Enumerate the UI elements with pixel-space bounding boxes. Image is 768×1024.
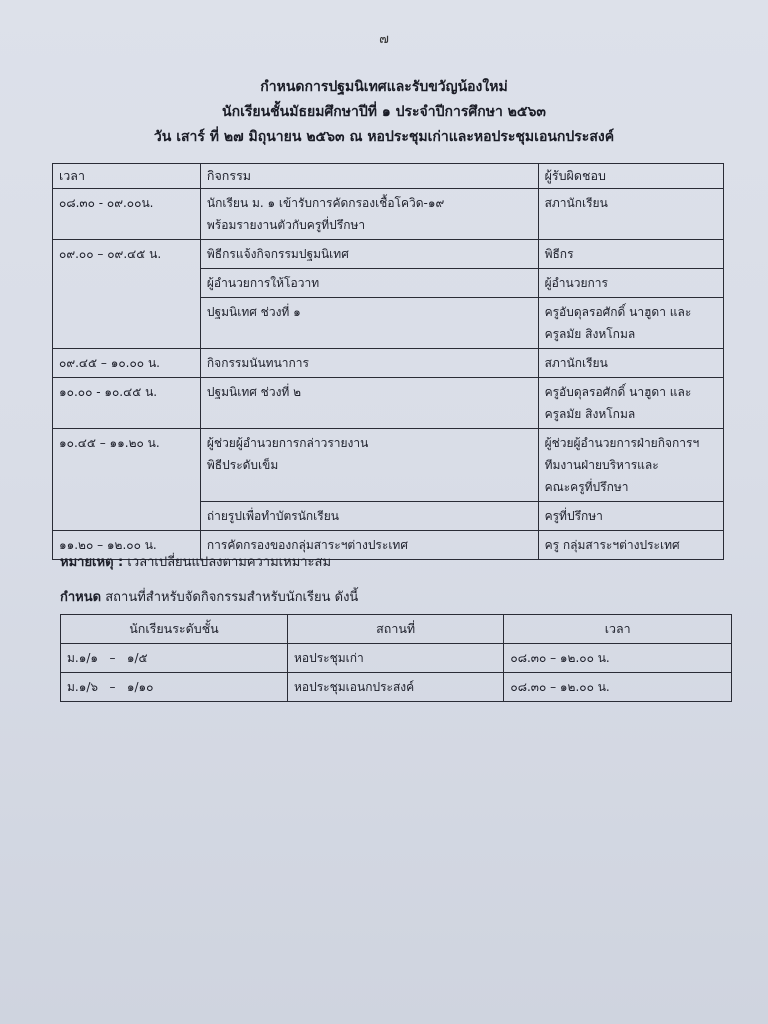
activity-cell: ปฐมนิเทศ ช่วงที่ ๑ bbox=[200, 298, 538, 349]
title-line-2: นักเรียนชั้นมัธยมศึกษาปีที่ ๑ ประจำปีการศึกษา ๒๕๖๓ bbox=[222, 104, 546, 120]
header-responsible: ผู้รับผิดชอบ bbox=[538, 164, 723, 189]
table-row bbox=[53, 378, 724, 429]
time-cell: ๐๙.๔๕ – ๑๐.๐๐ น. bbox=[53, 349, 201, 378]
activity-cell: ผู้ช่วยผู้อำนวยการกล่าวรายงาน พิธีประดับเข็ม bbox=[200, 429, 538, 502]
level-cell: ม.๑/๖ – ๑/๑๐ bbox=[61, 673, 288, 702]
activity-cell: การคัดกรองของกลุ่มสาระฯต่างประเทศ bbox=[200, 531, 538, 560]
venue-table bbox=[60, 614, 732, 702]
activity-cell: ปฐมนิเทศ ช่วงที่ ๒ bbox=[200, 378, 538, 429]
responsible-cell: สภานักเรียน bbox=[538, 189, 723, 240]
table-row bbox=[53, 189, 724, 240]
time-cell: ๐๘.๓๐ – ๑๒.๐๐ น. bbox=[504, 673, 732, 702]
activity-cell: พิธีกรแจ้งกิจกรรมปฐมนิเทศ bbox=[200, 240, 538, 269]
schedule-table bbox=[52, 163, 724, 560]
remark-text: เวลาเปลี่ยนแปลงตามความเหมาะสม bbox=[123, 555, 332, 570]
venue-header-row bbox=[61, 615, 732, 644]
venue-heading-label: กำหนด bbox=[60, 590, 102, 605]
title-line-3: วัน เสาร์ ที่ ๒๗ มิถุนายน ๒๕๖๓ ณ หอประชุมเก่าและหอประชุมเอนกประสงค์ bbox=[153, 129, 615, 145]
responsible-cell: ครูอับดุลรอศักดิ์ นาฮูดา และ ครูลมัย สิงหโกมล bbox=[538, 298, 723, 349]
header-place: สถานที่ bbox=[288, 615, 504, 644]
table-row bbox=[61, 644, 732, 673]
activity-cell: นักเรียน ม. ๑ เข้ารับการคัดกรองเชื้อโควิด-๑๙ พร้อมรายงานตัวกับครูที่ปรึกษา bbox=[200, 189, 538, 240]
table-row bbox=[53, 240, 724, 269]
responsible-cell: ผู้ช่วยผู้อำนวยการฝ่ายกิจการฯ ทีมงานฝ่ายบริหารและ คณะครูที่ปรึกษา bbox=[538, 429, 723, 502]
header-time: เวลา bbox=[53, 164, 201, 189]
remark bbox=[60, 551, 331, 572]
venue-heading-text: สถานที่สำหรับจัดกิจกรรมสำหรับนักเรียน ดังนี้ bbox=[101, 590, 359, 605]
time-cell: ๐๘.๓๐ – ๑๒.๐๐ น. bbox=[504, 644, 732, 673]
activity-cell: ผู้อำนวยการให้โอวาท bbox=[200, 269, 538, 298]
title-line-1: กำหนดการปฐมนิเทศและรับขวัญน้องใหม่ bbox=[260, 79, 508, 95]
responsible-cell: สภานักเรียน bbox=[538, 349, 723, 378]
responsible-cell: ครู กลุ่มสาระฯต่างประเทศ bbox=[538, 531, 723, 560]
table-row bbox=[53, 429, 724, 502]
table-row bbox=[53, 349, 724, 378]
schedule-header-row bbox=[53, 164, 724, 189]
time-cell: ๑๐.๔๕ – ๑๑.๒๐ น. bbox=[53, 429, 201, 531]
responsible-cell: ครูอับดุลรอศักดิ์ นาฮูดา และ ครูลมัย สิงหโกมล bbox=[538, 378, 723, 429]
table-row bbox=[61, 673, 732, 702]
responsible-cell: ครูที่ปรึกษา bbox=[538, 502, 723, 531]
time-cell: ๑๑.๒๐ – ๑๒.๐๐ น. bbox=[53, 531, 201, 560]
time-cell: ๑๐.๐๐ - ๑๐.๔๕ น. bbox=[53, 378, 201, 429]
time-cell: ๐๙.๐๐ – ๐๙.๔๕ น. bbox=[53, 240, 201, 349]
page-number: ๗ bbox=[379, 32, 389, 47]
level-cell: ม.๑/๑ – ๑/๕ bbox=[61, 644, 288, 673]
time-cell: ๐๘.๓๐ - ๐๙.๐๐น. bbox=[53, 189, 201, 240]
header-activity: กิจกรรม bbox=[200, 164, 538, 189]
activity-cell: กิจกรรมนันทนาการ bbox=[200, 349, 538, 378]
responsible-cell: พิธีกร bbox=[538, 240, 723, 269]
activity-cell: ถ่ายรูปเพื่อทำบัตรนักเรียน bbox=[200, 502, 538, 531]
venue-heading bbox=[60, 586, 358, 607]
place-cell: หอประชุมเก่า bbox=[288, 644, 504, 673]
header-time: เวลา bbox=[504, 615, 732, 644]
responsible-cell: ผู้อำนวยการ bbox=[538, 269, 723, 298]
place-cell: หอประชุมเอนกประสงค์ bbox=[288, 673, 504, 702]
header-level: นักเรียนระดับชั้น bbox=[61, 615, 288, 644]
remark-label: หมายเหตุ : bbox=[60, 555, 124, 570]
